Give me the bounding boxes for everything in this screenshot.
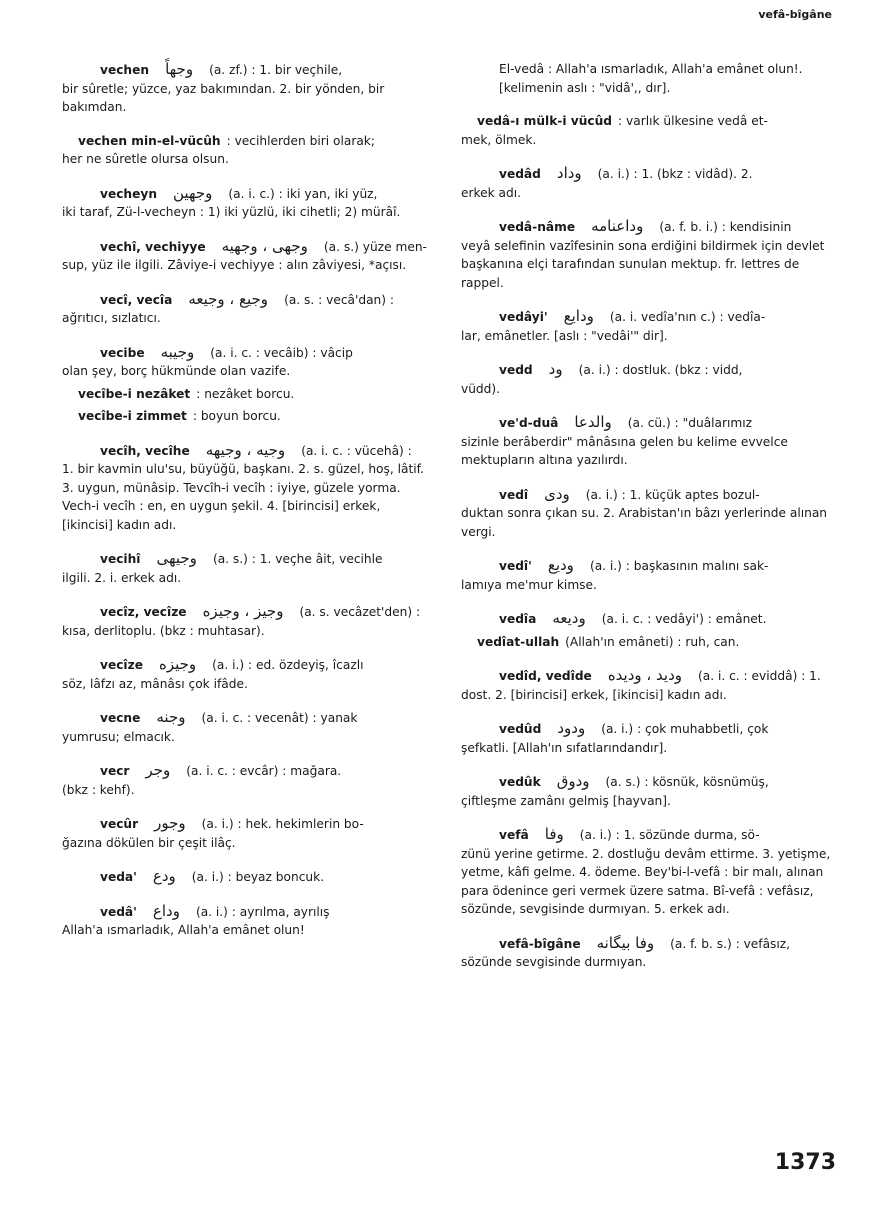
dictionary-entry — [62, 655, 434, 693]
dictionary-entry — [461, 164, 839, 202]
arabic-script: وجور — [154, 814, 186, 832]
headword: vecî, vecîa — [100, 292, 173, 307]
dictionary-entry — [62, 343, 434, 381]
headword: vedûd — [499, 722, 542, 736]
headword: vedî — [499, 487, 529, 502]
definition-continuation: çiftleşme zamânı gelmiş [hayvan]. — [461, 793, 671, 808]
definition-continuation: zünü yerine getirme. 2. dostluğu devâm ettirme. 3. yetişme, yetme, kâfi gelme. 4. ödeme. Bey'bi-l-vefâ : bir malı, alınan para ödenince geri vermek üzere satma. Bî-vefâ : vefâsız, sözünde, sevgisinde durmıyan. 5. erkek adı. — [461, 846, 831, 916]
headword: vedî' — [499, 559, 532, 573]
dictionary-entry — [461, 556, 839, 594]
definition-start: (a. i. c. : eviddâ) : 1. — [698, 669, 821, 683]
definition-start: (a. i. c. : vecâib) : vâcip — [210, 345, 353, 360]
headword: vecîbe-i nezâket — [78, 386, 191, 401]
definition-start: (Allah'ın emâneti) : ruh, can. — [565, 634, 740, 649]
definition-start: (a. i. c. : vecenât) : yanak — [201, 711, 358, 725]
definition-continuation: ağrıtıcı, sızlatıcı. — [62, 311, 161, 325]
headword: vedîat-ullah — [477, 634, 560, 649]
running-head: vefâ-bîgâne — [758, 8, 832, 21]
definition-continuation: iki taraf, Zü-l-vecheyn : 1) iki yüzlü, iki cihetli; 2) mürâî. — [62, 205, 401, 219]
definition-start: (a. i.) : dostluk. (bkz : vidd, — [578, 363, 743, 377]
headword: vechî, vechiyye — [100, 239, 206, 254]
definition-continuation: 1. bir kavmin ulu'su, büyüğü, başkanı. 2. s. güzel, hoş, lâtif. 3. uygun, münâsip. Tevcîh-i vecîh : iyiye, güzele yorma. Vech-i vecîh : en, en uygun şekil. 4. [birincisi] erkek, [ikincisi] kadın adı. — [62, 462, 424, 532]
definition-start: (a. s.) : 1. veçhe âit, vecihle — [212, 552, 383, 566]
dictionary-entry — [62, 407, 434, 426]
definition-start: (a. i.) : 1. küçük aptes bozul- — [585, 487, 760, 502]
page-number: 1373 — [774, 1150, 836, 1175]
dictionary-entry — [461, 217, 839, 292]
definition-start: (a. i.) : ed. özdeyiş, îcazlı — [212, 658, 364, 672]
arabic-script: وديد ، وديده — [607, 666, 682, 684]
headword: vecibe — [100, 345, 145, 360]
arabic-script: وفا — [544, 825, 564, 843]
arabic-script: وجيهى — [156, 549, 197, 567]
definition-start: (a. i. c. : vücehâ) : — [301, 443, 412, 458]
headword: vecîze — [100, 658, 143, 672]
headword: vedd — [499, 363, 533, 377]
headword: vecîbe-i zimmet — [78, 409, 187, 423]
arabic-script: وجيز ، وجيزه — [202, 602, 284, 620]
arabic-script: وفا بيگانه — [596, 933, 655, 952]
headword: vecûr — [100, 817, 139, 831]
headword: vedîa — [499, 612, 537, 626]
dictionary-entry — [461, 934, 839, 972]
headword: vecheyn — [100, 186, 157, 201]
dictionary-entry — [461, 413, 839, 470]
definition-continuation: ilgili. 2. i. erkek adı. — [62, 570, 182, 585]
dictionary-entry — [461, 719, 839, 757]
arabic-script: وجيزه — [158, 655, 197, 673]
arabic-script: وجيع ، وجيعه — [188, 289, 269, 308]
definition-start: (a. i. c.) : iki yan, iki yüz, — [228, 186, 378, 201]
headword: vefâ-bîgâne — [499, 936, 581, 951]
definition-continuation: ğazına dökülen bir çeşit ilâç. — [62, 835, 236, 850]
definition-start: : nezâket borcu. — [196, 386, 295, 401]
dictionary-entry — [62, 184, 434, 222]
definition-continuation: söz, lâfzı az, mânâsı çok ifâde. — [62, 676, 248, 691]
dictionary-entry — [62, 867, 434, 887]
dictionary-entry — [62, 60, 434, 117]
dictionary-entry — [461, 666, 839, 704]
definition-start: (a. i.) : beyaz boncuk. — [191, 870, 325, 884]
arabic-script: ودوق — [556, 772, 590, 790]
left-column — [62, 60, 434, 955]
dictionary-entry — [461, 360, 839, 398]
headword: vedâ-nâme — [499, 220, 576, 234]
definition-start: : vecihlerden biri olarak; — [226, 133, 375, 148]
headword: veda' — [100, 870, 137, 884]
dictionary-entry — [461, 772, 839, 810]
definition-start: (a. i. vedîa'nın c.) : vedîa- — [609, 310, 766, 324]
arabic-script: والدعا — [574, 413, 612, 431]
headword: vedûk — [499, 775, 541, 789]
headword: vechen min-el-vücûh — [78, 133, 221, 148]
definition-continuation: erkek adı. — [461, 185, 522, 200]
arabic-script: وجهاً — [165, 60, 194, 78]
headword: vedâ-ı mülk-i vücûd — [477, 114, 613, 128]
arabic-script: ودى — [544, 484, 570, 503]
definition-continuation: olan şey, borç hükmünde olan vazife. — [62, 364, 291, 378]
headword: vedâyi' — [499, 310, 548, 324]
definition-continuation: lar, emânetler. [aslı : "vedâi'" dir]. — [461, 328, 668, 343]
dictionary-entry — [62, 549, 434, 587]
definition-start: (a. f. b. i.) : kendisinin — [659, 220, 792, 234]
arabic-script: وديع — [547, 556, 574, 574]
definition-start: (a. f. b. s.) : vefâsız, — [670, 936, 791, 951]
headword: vedâ' — [100, 904, 137, 919]
headword: vecr — [100, 764, 130, 778]
definition-continuation: kısa, derlitoplu. (bkz : muhtasar). — [62, 623, 265, 638]
dictionary-entry — [461, 307, 839, 345]
headword: vechen — [100, 63, 150, 77]
arabic-script: وداع — [152, 901, 180, 920]
definition-continuation: her ne sûretle olursa olsun. — [62, 152, 229, 166]
definition-continuation: duktan sonra çıkan su. 2. Arabistan'ın bâzı yerlerinde alınan vergi. — [461, 506, 828, 539]
definition-start: : varlık ülkesine vedâ et- — [618, 114, 768, 128]
dictionary-entry — [62, 237, 434, 275]
definition-continuation: yumrusu; elmacık. — [62, 729, 175, 744]
definition-start: (a. i. c. : vedâyi') : emânet. — [601, 612, 767, 626]
definition-continuation: (bkz : kehf). — [62, 782, 135, 797]
arabic-script: وجهين — [173, 183, 213, 202]
arabic-script: وجيه ، وجيهه — [205, 440, 286, 459]
definition-continuation: sözünde sevgisinde durmıyan. — [461, 955, 647, 969]
dictionary-entry — [62, 761, 434, 799]
definition-continuation: mek, ölmek. — [461, 132, 537, 147]
definition-start: (a. s.) : kösnük, kösnümüş, — [605, 775, 769, 789]
headword: vedîd, vedîde — [499, 669, 592, 683]
definition-continuation: Allah'a ısmarladık, Allah'a emânet olun! — [62, 923, 305, 937]
definition-continuation: sizinle berâberdir" mânâsına gelen bu kelime evvelce mektupların altına yazılırdı. — [461, 434, 788, 467]
dictionary-entry — [461, 633, 839, 652]
definition-continuation: sup, yüz ile ilgili. Zâviye-i vechiyye : alın zâviyesi, *açısı. — [62, 258, 407, 272]
dictionary-entry — [62, 385, 434, 404]
definition-continuation: vüdd). — [461, 381, 501, 396]
dictionary-entry — [461, 112, 839, 149]
dictionary-entry — [62, 902, 434, 940]
definition-start: (a. i.) : başkasının malını sak- — [589, 559, 769, 573]
dictionary-entry — [461, 825, 839, 919]
headword: ve'd-duâ — [499, 416, 559, 430]
definition-start: El-vedâ : Allah'a ısmarladık, Allah'a emânet olun!. [kelimenin aslı : "vidâ',, dır]. — [499, 62, 803, 95]
dictionary-entry — [461, 60, 839, 97]
definition-start: (a. i. c. : evcâr) : mağara. — [186, 764, 342, 778]
definition-start: (a. i.) : 1. (bkz : vidâd). 2. — [597, 167, 753, 181]
arabic-script: ودود — [557, 719, 586, 737]
arabic-script: وجيبه — [160, 342, 195, 361]
arabic-script: وجنه — [156, 708, 186, 726]
arabic-script: وجهى ، وجهيه — [221, 236, 308, 255]
definition-start: (a. cü.) : "duâlarımız — [627, 416, 753, 430]
definition-start: (a. i.) : hek. hekimlerin bo- — [201, 817, 364, 831]
dictionary-entry — [62, 602, 434, 640]
dictionary-entry — [461, 485, 839, 542]
arabic-script: وداعنامه — [591, 217, 644, 235]
headword: vefâ — [499, 828, 529, 842]
dictionary-entry — [62, 290, 434, 328]
headword: vedâd — [499, 167, 541, 181]
definition-start: (a. s.) yüze men- — [323, 239, 427, 254]
arabic-script: وديعه — [552, 609, 586, 627]
arabic-script: وداد — [556, 164, 582, 182]
definition-continuation: lamıya me'mur kimse. — [461, 577, 597, 592]
definition-start: (a. i.) : çok muhabbetli, çok — [601, 722, 769, 736]
definition-start: (a. zf.) : 1. bir veçhile, — [209, 63, 343, 77]
headword: vecîz, vecîze — [100, 605, 187, 619]
dictionary-entry — [461, 609, 839, 629]
definition-continuation: veyâ selefinin vazîfesinin sona erdiğini bildirmek için devlet başkanına elçi tarafından sunulan mektup. fr. lettres de rappel. — [461, 238, 825, 290]
arabic-script: وجر — [145, 761, 171, 779]
dictionary-entry — [62, 132, 434, 169]
arabic-script: ودايع — [563, 307, 594, 325]
dictionary-entry — [62, 441, 434, 535]
dictionary-entry — [62, 814, 434, 852]
right-column — [461, 60, 839, 987]
headword: vecihî — [100, 552, 141, 566]
definition-start: (a. i.) : 1. sözünde durma, sö- — [579, 828, 760, 842]
definition-continuation: bir sûretle; yüzce, yaz bakımından. 2. bir yönden, bir bakımdan. — [62, 81, 385, 114]
definition-start: (a. s. vecâzet'den) : — [299, 605, 421, 619]
definition-start: : boyun borcu. — [192, 409, 281, 423]
headword: vecîh, vecîhe — [100, 443, 190, 458]
definition-continuation: şefkatli. [Allah'ın sıfatlarındandır]. — [461, 740, 668, 755]
definition-start: (a. s. : vecâ'dan) : — [284, 292, 395, 307]
dictionary-entry — [62, 708, 434, 746]
definition-continuation: dost. 2. [birincisi] erkek, [ikincisi] kadın adı. — [461, 687, 727, 702]
definition-start: (a. i.) : ayrılma, ayrılış — [195, 904, 330, 919]
headword: vecne — [100, 711, 141, 725]
arabic-script: ود — [548, 360, 563, 378]
arabic-script: ودع — [152, 867, 176, 885]
